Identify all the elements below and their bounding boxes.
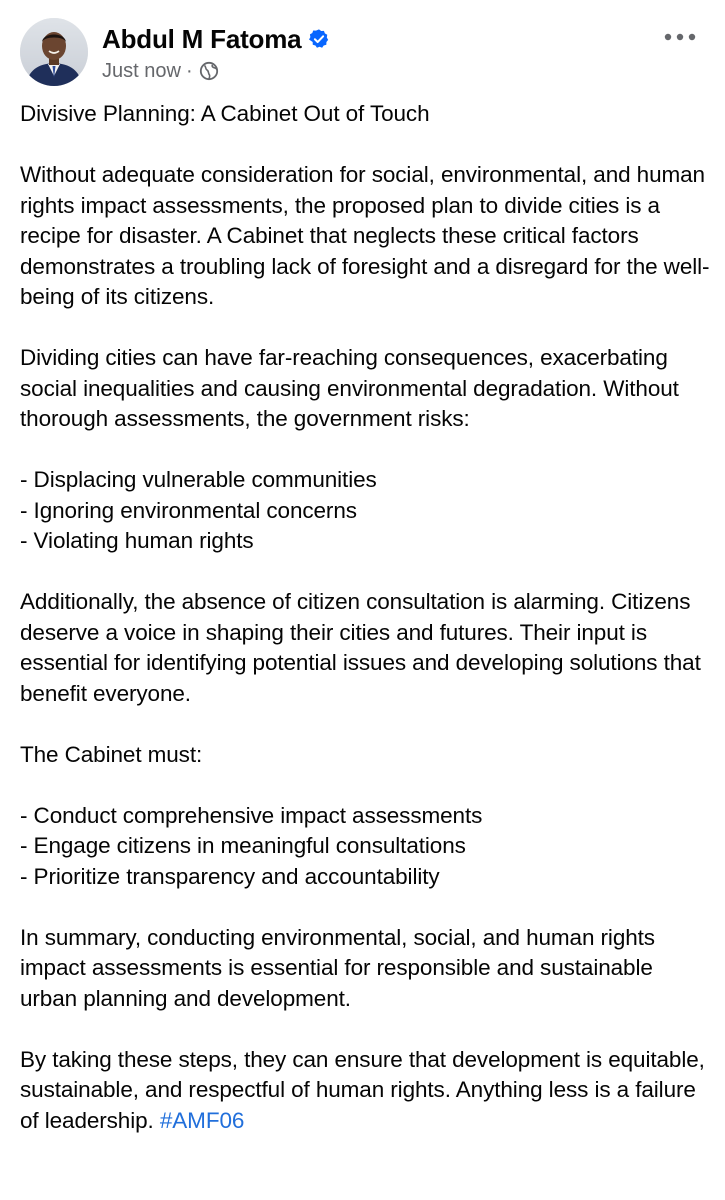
post-text [20, 99, 710, 1136]
more-options-icon [663, 33, 697, 41]
more-options-button[interactable] [658, 22, 702, 52]
verified-badge-icon [308, 28, 330, 50]
post-paragraph: Dividing cities can have far-reaching consequences, exacerbating social inequalities and causing environmental degradation. Without thorough assessments, the government risks: [20, 345, 679, 431]
author-block [102, 22, 330, 84]
meta-separator: · [185, 59, 193, 82]
post-header [20, 18, 710, 90]
profile-photo [20, 18, 88, 86]
post-paragraph: In summary, conducting environmental, social, and human rights impact assessments is essential for responsible and sustainable urban planning and development. [20, 924, 655, 1011]
hashtag-link[interactable]: #AMF06 [159, 1107, 245, 1133]
post-paragraph: Additionally, the absence of citizen consultation is alarming. Citizens deserve a voice in shaping their cities and futures. Their input is essential for identifying potential issues and developing solutions that benefit everyone. [20, 589, 701, 706]
author-row [102, 22, 330, 56]
closing-text: By taking these steps, they can ensure that development is equitable, sustainable, and respectful of human rights. Anything less is a failure of leadership. [20, 1046, 705, 1133]
post-paragraph: The Cabinet must: [20, 741, 203, 767]
post-meta [102, 58, 330, 84]
post-bullet-list: - Displacing vulnerable communities - Ignoring environmental concerns - Violating human rights [20, 467, 377, 553]
author-name[interactable]: Abdul M Fatoma [102, 23, 302, 54]
post-bullet-list: - Conduct comprehensive impact assessments - Engage citizens in meaningful consultations - Prioritize transparency and accountability [20, 802, 483, 889]
post-closing-paragraph [20, 1045, 710, 1137]
post-paragraph: Without adequate consideration for social, environmental, and human rights impact assessments, the proposed plan to divide cities is a recipe for disaster. A Cabinet that neglects these critical factors demonstrates a troubling lack of foresight and a disregard for the well-being of its citizens. [20, 162, 710, 309]
post-title: Divisive Planning: A Cabinet Out of Touch [20, 101, 430, 126]
globe-icon[interactable] [199, 61, 219, 81]
avatar[interactable] [20, 18, 88, 86]
post-timestamp[interactable]: Just now [102, 59, 181, 82]
